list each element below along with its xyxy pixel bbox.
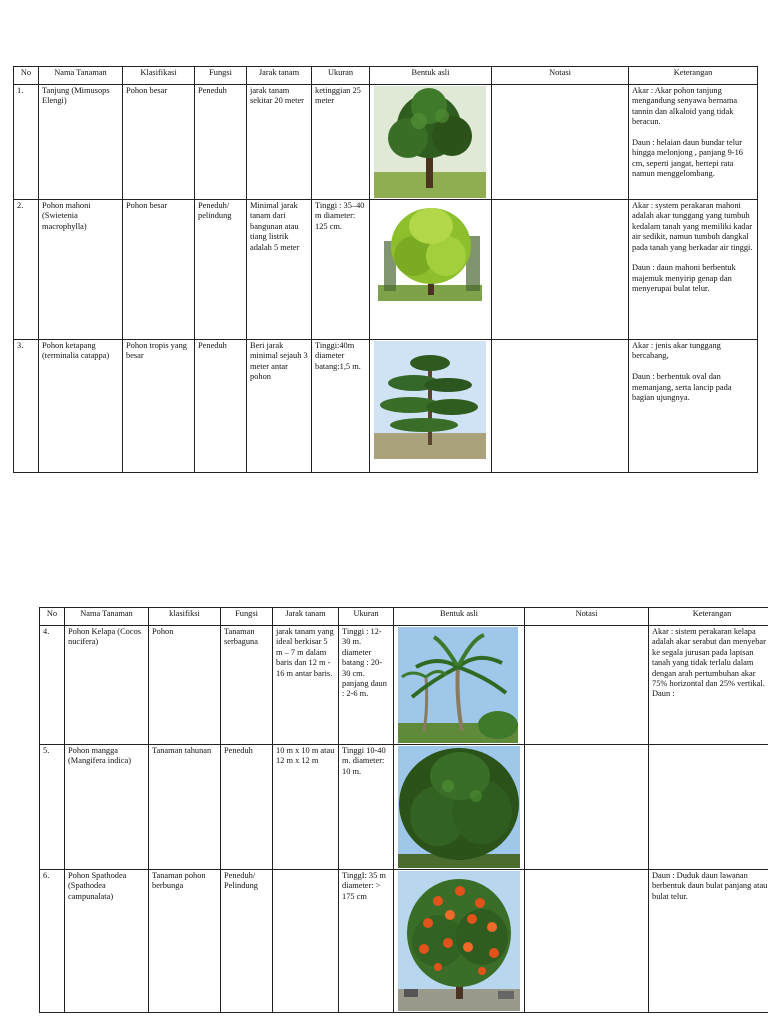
cell-nama: Pohon Spathodea (Spathodea campunalata) [65,870,149,1013]
cell-notasi [525,626,649,745]
cell-fungsi: Peneduh [195,85,247,200]
cell-bentuk-asli [370,200,492,340]
cell-jarak [273,870,339,1013]
cell-bentuk-asli [394,745,525,870]
cell-bentuk-asli [370,340,492,473]
header-notasi: Notasi [525,608,649,626]
table-row [14,200,758,340]
cell-klasifikasi: Pohon besar [123,85,195,200]
cell-klasifikasi: Tanaman tahunan [149,745,221,870]
header-no: No [14,67,39,85]
header-keterangan: Keterangan [629,67,758,85]
cell-nama: Pohon Kelapa (Cocos nucifera) [65,626,149,745]
header-bentuk-asli: Bentuk asli [370,67,492,85]
table-header-row [40,608,768,626]
mahoni-tree-photo [374,201,486,306]
cell-no: 1. [14,85,39,200]
cell-no: 6. [40,870,65,1013]
table-row [40,745,768,870]
table-header-row [14,67,758,85]
cell-nama: Pohon ketapang (terminalia catappa) [39,340,123,473]
cell-bentuk-asli [394,870,525,1013]
cell-ukuran: Tinggi 10-40 m. diameter: 10 m. [339,745,394,870]
header-keterangan: Keterangan [649,608,768,626]
plant-table-1 [13,66,758,473]
header-nama-tanaman: Nama Tanaman [39,67,123,85]
cell-notasi [492,85,629,200]
mangga-tree-photo [398,746,520,868]
header-nama-tanaman: Nama Tanaman [65,608,149,626]
cell-keterangan [649,745,768,870]
cell-jarak: 10 m x 10 m atau 12 m x 12 m [273,745,339,870]
table-row [14,340,758,473]
header-fungsi: Fungsi [221,608,273,626]
cell-notasi [525,745,649,870]
cell-fungsi: Peneduh [195,340,247,473]
plant-table-2 [39,607,768,1013]
cell-jarak: Beri jarak minimal sejauh 3 meter antar pohon [247,340,312,473]
header-jarak-tanam: Jarak tanam [247,67,312,85]
cell-keterangan: Akar : system perakaran mahoni adalah akar tunggang yang tumbuh kedalam tanah yang memiliki kadar air sedikit, namun tumbuh dangkal pada tanah yang berkadar air tinggi. Daun : daun mahoni berbentuk majemuk menyirip genap dan menyerupai bulat telur. [629,200,758,340]
cell-klasifikasi: Tanaman pohon berbunga [149,870,221,1013]
cell-ukuran: Tinggi : 12-30 m. diameter batang : 20-30 cm. panjang daun : 2-6 m. [339,626,394,745]
cell-notasi [525,870,649,1013]
header-no: No [40,608,65,626]
cell-ukuran: TinggI: 35 m diameter: > 175 cm [339,870,394,1013]
header-fungsi: Fungsi [195,67,247,85]
header-klasifikasi: Klasifikasi [123,67,195,85]
table-row [40,626,768,745]
cell-ukuran: Tinggi:40m diameter batang:1,5 m. [312,340,370,473]
cell-no: 5. [40,745,65,870]
cell-klasifikasi: Pohon tropis yang besar [123,340,195,473]
cell-keterangan: Akar : Akar pohon tanjung mengandung senyawa bernama tannin dan alkaloid yang tidak beracun. Daun : helaian daun bundar telur hingga melonjong , panjang 9-16 cm, seperti jangat, bertepi rata namun menggelombang. [629,85,758,200]
cell-fungsi: Peneduh/ pelindung [195,200,247,340]
cell-ukuran: Tinggi : 35–40 m diameter: 125 cm. [312,200,370,340]
cell-nama: Pohon mahoni (Swietenia macrophylla) [39,200,123,340]
cell-no: 2. [14,200,39,340]
cell-jarak: Minimal jarak tanam dari bangunan atau tiang listrik adalah 5 meter [247,200,312,340]
cell-nama: Pohon mangga (Mangifera indica) [65,745,149,870]
header-bentuk-asli: Bentuk asli [394,608,525,626]
cell-fungsi: Peneduh/ Pelindung [221,870,273,1013]
cell-bentuk-asli [370,85,492,200]
cell-ukuran: ketinggian 25 meter [312,85,370,200]
cell-fungsi: Tanaman serbaguna [221,626,273,745]
cell-jarak: jarak tanam sekitar 20 meter [247,85,312,200]
cell-keterangan: Daun : Duduk daun lawanan berbentuk daun bulat panjang atau bulat telur. [649,870,768,1013]
kelapa-tree-photo [398,627,518,743]
table-row [40,870,768,1013]
header-notasi: Notasi [492,67,629,85]
ketapang-tree-photo [374,341,486,459]
header-ukuran: Ukuran [312,67,370,85]
cell-jarak: jarak tanam yang ideal berkisar 5 m – 7 m dalam baris dan 12 m - 16 m antar baris. [273,626,339,745]
cell-keterangan: Akar : jenis akar tunggang bercabang, Daun : berbentuk oval dan memanjang, serta lancip pada bagian ujungnya. [629,340,758,473]
cell-klasifikasi: Pohon [149,626,221,745]
cell-bentuk-asli [394,626,525,745]
cell-nama: Tanjung (Mimusops Elengi) [39,85,123,200]
header-klasifikasi: klasifiksi [149,608,221,626]
cell-keterangan: Akar : sistem perakaran kelapa adalah akar serabut dan menyebar ke segala jurusan pada lapisan tanah yang tidak terlalu dalam dengan arah pertumbuhan akar 75% horizontal dan 25% vertikal. Daun : [649,626,768,745]
cell-no: 4. [40,626,65,745]
table-row [14,85,758,200]
spathodea-tree-photo [398,871,520,1011]
cell-notasi [492,200,629,340]
header-jarak-tanam: Jarak tanam [273,608,339,626]
cell-klasifikasi: Pohon besar [123,200,195,340]
cell-notasi [492,340,629,473]
tanjung-tree-photo [374,86,486,198]
cell-fungsi: Peneduh [221,745,273,870]
header-ukuran: Ukuran [339,608,394,626]
cell-no: 3. [14,340,39,473]
